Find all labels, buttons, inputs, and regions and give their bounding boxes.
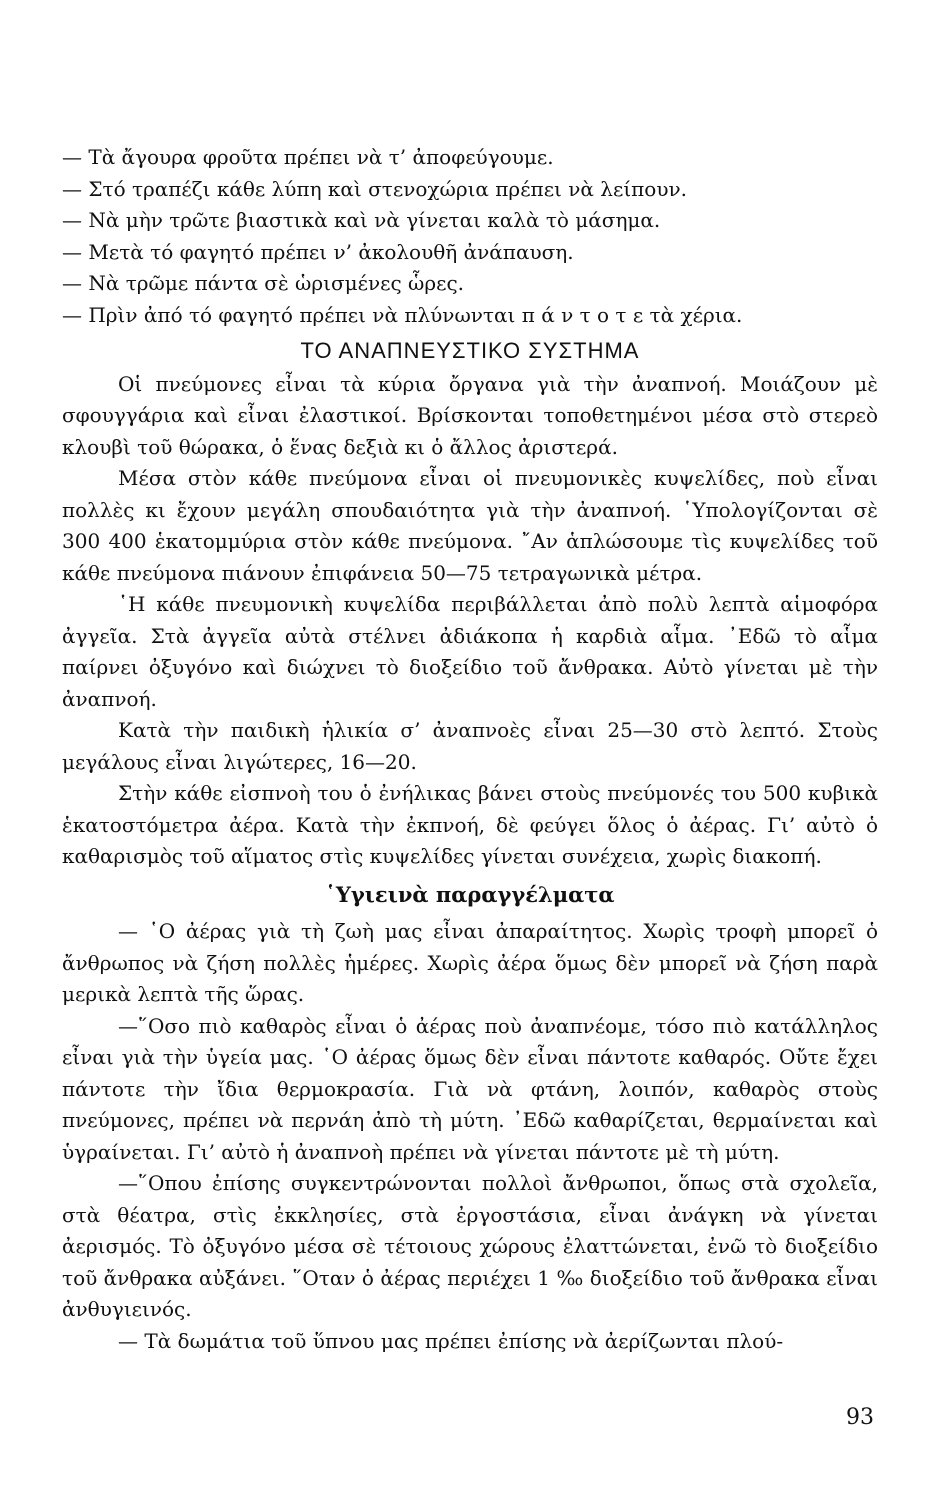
list-item: — Νὰ μὴν τρῶτε βιαστικὰ καὶ νὰ γίνεται καλὰ τὸ μάσημα. [62, 208, 661, 232]
paragraph: Μέσα στὸν κάθε πνεύμονα εἶναι οἱ πνευμονικὲς κυψελίδες, ποὺ εἶναι πολλὲς κι ἔχουν μεγάλη σπουδαιότητα γιὰ τὴν ἀναπνοή. ῾Υπολογίζονται σὲ 300 400 ἑκατομμύρια στὸν κάθε πνεύμονα. ῎Αν ἁπλώσουμε τὶς κυψελίδες τοῦ κάθε πνεύμονα πιάνουν ἐπιφάνεια 50—75 τετραγωνικὰ μέτρα. [62, 466, 878, 585]
hygiene-item: —῞Οπου ἐπίσης συγκεντρώνονται πολλοὶ ἄνθρωποι, ὅπως στὰ σχολεῖα, στὰ θέατρα, στὶς ἐκκλησίες, στὰ ἐργοστάσια, εἶναι ἀνάγκη νὰ γίνεται ἀερισμός. Τὸ ὀξυγόνο μέσα σὲ τέτοιους χώρους ἐλαττώνεται, ἐνῶ τὸ διοξείδιο τοῦ ἄνθρακα αὐξάνει. ῞Οταν ὁ ἀέρας περιέχει 1 ‰ διοξείδιο τοῦ ἄνθρακα εἶναι ἀνθυγιεινός. [62, 1171, 878, 1321]
hygiene-item: — Τὰ δωμάτια τοῦ ὕπνου μας πρέπει ἐπίσης νὰ ἀερίζωνται πλού- [118, 1328, 784, 1353]
subsection-heading: ῾Υγιεινὰ παραγγέλματα [325, 881, 615, 907]
paragraph: Κατὰ τὴν παιδικὴ ἡλικία σ’ ἀναπνοὲς εἶναι 25—30 στὸ λεπτό. Στοὺς μεγάλους εἶναι λιγώτερες, 16—20. [62, 718, 878, 774]
section-heading: ΤΟ ΑΝΑΠΝΕΥΣΤΙΚΟ ΣΥΣΤΗΜΑ [300, 338, 640, 363]
list-item: — Μετὰ τό φαγητό πρέπει ν’ ἀκολουθῆ ἀνάπαυση. [62, 239, 574, 264]
list-item: — Τὰ ἄγουρα φροῦτα πρέπει νὰ τ’ ἀποφεύγουμε. [62, 145, 554, 169]
list-item: — Νὰ τρῶμε πάντα σὲ ὡρισμένες ὧρες. [62, 271, 465, 295]
page-number: 93 [846, 1405, 874, 1430]
list-item: — Πρὶν ἀπό τό φαγητό πρέπει νὰ πλύνωνται π ά ν τ ο τ ε τὰ χέρια. [62, 302, 743, 327]
list-item: — Στό τραπέζι κάθε λύπη καὶ στενοχώρια πρέπει νὰ λείπουν. [62, 176, 688, 201]
page-text [62, 142, 878, 1357]
paragraph: Οἱ πνεύμονες εἶναι τὰ κύρια ὄργανα γιὰ τὴν ἀναπνοή. Μοιάζουν μὲ σφουγγάρια καὶ εἶναι ἐλαστικοί. Βρίσκονται τοποθετημένοι μέσα στὸ στερεὸ κλουβὶ τοῦ θώρακα, ὁ ἕνας δεξιὰ κι ὁ ἄλλος ἀριστερά. [62, 371, 878, 459]
hygiene-item: — ῾Ο ἀέρας γιὰ τὴ ζωὴ μας εἶναι ἀπαραίτητος. Χωρὶς τροφὴ μπορεῖ ὁ ἄνθρωπος νὰ ζήση πολλὲς ἡμέρες. Χωρὶς ἀέρα ὅμως δὲν μπορεῖ νὰ ζήση παρὰ μερικὰ λεπτὰ τῆς ὥρας. [62, 919, 878, 1006]
paragraph: ῾Η κάθε πνευμονικὴ κυψελίδα περιβάλλεται ἀπὸ πολὺ λεπτὰ αἱμοφόρα ἀγγεῖα. Στὰ ἀγγεῖα αὐτὰ στέλνει ἀδιάκοπα ἡ καρδιὰ αἷμα. ᾿Εδῶ τὸ αἷμα παίρνει ὀξυγόνο καὶ διώχνει τὸ διοξείδιο τοῦ ἄνθρακα. Αὐτὸ γίνεται μὲ τὴν ἀναπνοή. [62, 592, 878, 711]
paragraph: Στὴν κάθε εἰσπνοὴ του ὁ ἐνήλικας βάνει στοὺς πνεύμονές του 500 κυβικὰ ἑκατοστόμετρα ἀέρα. Κατὰ τὴν ἐκπνοή, δὲ φεύγει ὅλος ὁ ἀέρας. Γι’ αὐτὸ ὁ καθαρισμὸς τοῦ αἵματος στὶς κυψελίδες γίνεται συνέχεια, χωρὶς διακοπή. [62, 781, 878, 868]
hygiene-item: —῞Οσο πιὸ καθαρὸς εἶναι ὁ ἀέρας ποὺ ἀναπνέομε, τόσο πιὸ κατάλληλος εἶναι γιὰ τὴν ὑγεία μας. ῾Ο ἀέρας ὅμως δὲν εἶναι πάντοτε καθαρός. Οὔτε ἔχει πάντοτε τὴν ἴδια θερμοκρασία. Γιὰ νὰ φτάνη, λοιπόν, καθαρὸς στοὺς πνεύμονες, πρέπει νὰ περνάη ἀπὸ τὴ μύτη. ᾿Εδῶ καθαρίζεται, θερμαίνεται καὶ ὑγραίνεται. Γι’ αὐτὸ ἡ ἀναπνοὴ πρέπει νὰ γίνεται πάντοτε μὲ τὴ μύτη. [62, 1013, 878, 1164]
